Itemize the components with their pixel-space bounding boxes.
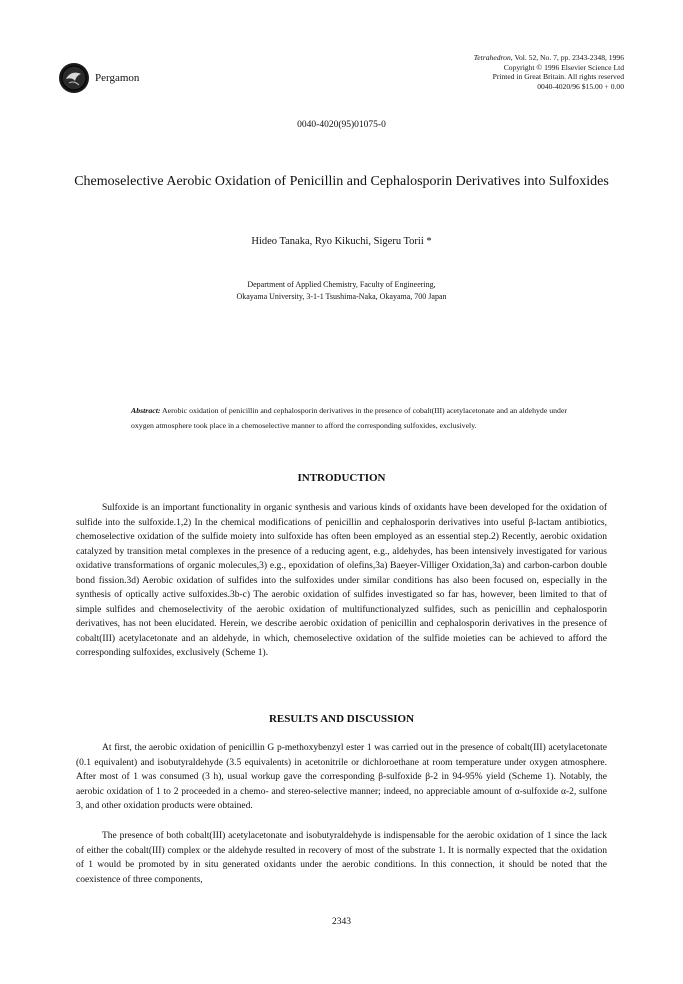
article-title: Chemoselective Aerobic Oxidation of Penicillin and Cephalosporin Derivatives into Sulfoxides <box>74 174 609 189</box>
article-doi: 0040-4020(95)01075-0 <box>297 120 386 130</box>
publisher-block <box>59 63 139 93</box>
copyright-line: Copyright © 1996 Elsevier Science Ltd <box>503 62 624 72</box>
paragraph-results-2: The presence of both cobalt(III) acetylacetonate and isobutyraldehyde is indispensable for the aerobic oxidation of 1 since the lack of either the cobalt(III) complex or the aldehyde resulted in recovery of most of the substrate 1. It is normally expected that the oxidation of 1 would be promoted by in situ generated oxidants under the aerobic conditions. In this connection, it should be noted that the coexistence of three components, <box>76 831 607 885</box>
journal-issue: , Vol. 52, No. 7, pp. 2343-2348, 1996 <box>510 53 624 62</box>
publisher-name: Pergamon <box>95 72 140 84</box>
article-authors: Hideo Tanaka, Ryo Kikuchi, Sigeru Torii * <box>251 236 432 247</box>
section-heading-introduction: INTRODUCTION <box>297 472 386 484</box>
journal-citation <box>474 53 624 63</box>
abstract <box>131 403 567 433</box>
journal-name: Tetrahedron <box>473 53 511 62</box>
paragraph-results-1: At first, the aerobic oxidation of penicillin G p-methoxybenzyl ester 1 was carried out in the presence of cobalt(III) acetylacetonate (0.1 equivalent) and isobutyraldehyde (3.5 equivalents) in acetonitrile or dichloroethane at room temperature under oxygen atmosphere. After most of 1 was consumed (3 h), usual workup gave the corresponding β-sulfoxide β-2 in 94-95% yield (Scheme 1). Notably, the aerobic oxidation of 1 to 2 proceeded in a chemo- and stereo-selective manner; indeed, no appreciable amount of α-sulfoxide α-2, sulfone 3, and other oxidation products were obtained. <box>76 743 607 811</box>
pergamon-logo-icon <box>59 63 89 93</box>
section-heading-results: RESULTS AND DISCUSSION <box>268 713 415 725</box>
printed-line: Printed in Great Britain. All rights reserved <box>492 72 624 82</box>
journal-info <box>474 53 624 91</box>
abstract-text: Aerobic oxidation of penicillin and cephalosporin derivatives in the presence of cobalt(III) acetylacetonate and an aldehyde under oxygen atmosphere took place in a chemoselective manner to afford the corresponding sulfoxides, exclusively. <box>131 406 567 430</box>
affiliation-line-2: Okayama University, 3-1-1 Tsushima-Naka, Okayama, 700 Japan <box>236 292 447 301</box>
price-line: 0040-4020/96 $15.00 + 0.00 <box>537 81 624 91</box>
affiliation <box>0 279 683 303</box>
abstract-label: Abstract: <box>131 406 161 415</box>
paragraph-introduction: Sulfoxide is an important functionality in organic synthesis and various kinds of oxidants have been developed for the oxidation of sulfide into the sulfoxide.1,2) In the chemical modifications of penicillin and cephalosporin derivatives into useful β-lactam antibiotics, chemoselective oxidation of the sulfide moiety into sulfoxide has often been employed as an essential step.2) Recently, aerobic oxidation catalyzed by transition metal complexes in the presence of a reducing agent, e.g., aldehydes, has been intensively investigated for various oxidative transformations of organic molecules,3) e.g., epoxidation of olefins,3a) Baeyer-Villiger Oxidation,3a) and carbon-carbon double bond fission.3d) Aerobic oxidation of sulfides into the sulfoxides under similar conditions has also been focused on, especially in the synthesis of optically active sulfoxides.3b-c) The aerobic oxidation of sulfides investigated so far has, however, been limited to that of simple sulfides and chemoselectivity of the aerobic oxidation of multifunctionalyzed sulfides, such as penicillin and cephalosporin derivatives, has not been elucidated. Herein, we describe aerobic oxidation of penicillin and cephalosporin derivatives in the presence of cobalt(III) acetylacetonate and an aldehyde, in which, chemoselective oxidation of the sulfide moieties can be achieved to afford the corresponding sulfoxides, exclusively (Scheme 1). <box>76 503 607 658</box>
affiliation-line-1: Department of Applied Chemistry, Faculty of Engineering, <box>247 280 436 289</box>
page-number: 2343 <box>332 917 351 927</box>
